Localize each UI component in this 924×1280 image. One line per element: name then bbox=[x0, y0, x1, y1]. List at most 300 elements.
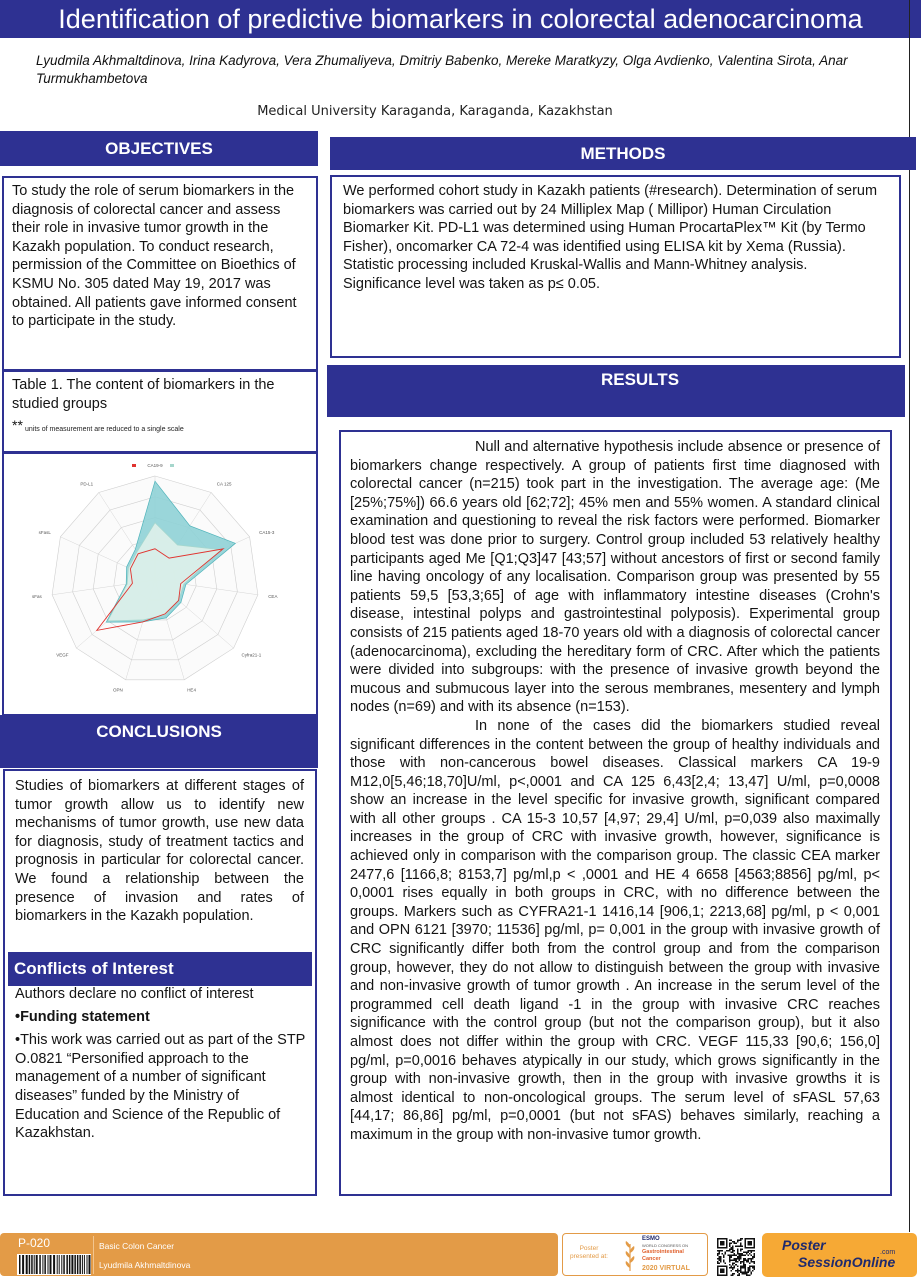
qr-module bbox=[738, 1256, 740, 1258]
results-paragraph: Null and alternative hypothesis include absence or presence of biomarkers change respectively. A group of patients first time diagnosed with colorectal cancer (n=215) took part in the investigation. The average age: (Me [25%;75%]) 66.6 years old [62;72]; 45% men and 55% women. A standard clinical examination and questioning to reveal the risk factors were performed. Biomarker blood test was done prior to surgery. Control group included 53 relatively healthy participants aged Me [Q1;Q3]47 [43;57] without ancestors of first or second family line having oncology of any localisation. Comparison group was presented by 55 patients 59,5 [53,3;65] of age with inflammatory intestine diseases (Crohn's disease, intestinal polyps and gastrointestinal polyposis). Experimental group consists of 215 patients aged 18-70 years old with a diagnosis of colorectal cancer (adenocarcinoma), excluding the hereditary form of CRC. After which the patients were divided into subgroups: with the presence of invasive growth beyond the mucous and submucous layer into the serous membranes, mesentery and lymph nodes (n=69) and with its absence (n=153). bbox=[350, 439, 880, 716]
qr-module bbox=[729, 1255, 731, 1257]
qr-module bbox=[720, 1243, 722, 1245]
qr-module bbox=[731, 1240, 733, 1242]
qr-module bbox=[717, 1262, 719, 1264]
qr-module bbox=[722, 1241, 724, 1243]
qr-module bbox=[719, 1274, 721, 1276]
barcode-bar bbox=[22, 1255, 24, 1274]
qr-module bbox=[720, 1270, 722, 1272]
qr-module bbox=[740, 1240, 742, 1242]
qr-module bbox=[737, 1246, 739, 1248]
qr-module bbox=[717, 1265, 719, 1267]
qr-module bbox=[740, 1243, 742, 1245]
qr-module bbox=[719, 1256, 721, 1258]
qr-module bbox=[752, 1261, 754, 1263]
barcode-bar bbox=[36, 1255, 38, 1274]
qr-module bbox=[719, 1252, 721, 1254]
qr-module bbox=[722, 1250, 724, 1252]
radar-axis-label: OPN bbox=[113, 687, 123, 693]
qr-module bbox=[750, 1241, 752, 1243]
barcode-bar bbox=[87, 1255, 88, 1274]
radar-axis-label: CA15-3 bbox=[259, 530, 275, 535]
qr-module bbox=[720, 1268, 722, 1270]
qr-module bbox=[740, 1270, 742, 1272]
qr-module bbox=[740, 1249, 742, 1251]
barcode bbox=[17, 1254, 91, 1275]
qr-module bbox=[752, 1267, 754, 1269]
qr-module bbox=[726, 1270, 728, 1272]
logo-text-domain: .com bbox=[880, 1249, 896, 1256]
funding-text: •This work was carried out as part of the STP O.0821 “Personified approach to the management of a number of significant diseases” funded by the Ministry of Education and Science of the Republic of Kazakhstan. bbox=[15, 1032, 306, 1142]
qr-module bbox=[749, 1274, 751, 1276]
qr-module bbox=[734, 1243, 736, 1245]
qr-module bbox=[723, 1256, 725, 1258]
qr-module bbox=[735, 1261, 737, 1263]
qr-module bbox=[744, 1258, 746, 1260]
qr-module bbox=[744, 1264, 746, 1266]
objectives-heading: OBJECTIVES bbox=[0, 131, 318, 166]
qr-module bbox=[743, 1252, 745, 1254]
barcode-bar bbox=[50, 1255, 52, 1274]
qr-module bbox=[726, 1274, 728, 1276]
qr-module bbox=[717, 1238, 719, 1240]
qr-module bbox=[717, 1250, 719, 1252]
qr-module bbox=[722, 1253, 724, 1255]
qr-module bbox=[726, 1238, 728, 1240]
qr-module bbox=[729, 1244, 731, 1246]
qr-module bbox=[738, 1274, 740, 1276]
qr-module bbox=[740, 1244, 742, 1246]
qr-module bbox=[720, 1261, 722, 1263]
qr-module bbox=[717, 1258, 719, 1260]
qr-module bbox=[740, 1253, 742, 1255]
qr-module bbox=[749, 1258, 751, 1260]
qr-module bbox=[752, 1238, 754, 1240]
barcode-bar bbox=[66, 1255, 68, 1274]
qr-module bbox=[734, 1267, 736, 1269]
qr-module bbox=[732, 1246, 734, 1248]
qr-module bbox=[732, 1252, 734, 1254]
qr-module bbox=[726, 1271, 728, 1273]
qr-module bbox=[741, 1238, 743, 1240]
qr-module bbox=[750, 1250, 752, 1252]
qr-module bbox=[720, 1271, 722, 1273]
barcode-bar bbox=[74, 1255, 76, 1274]
results-text bbox=[350, 438, 880, 1145]
qr-module bbox=[749, 1247, 751, 1249]
qr-module bbox=[737, 1249, 739, 1251]
qr-module bbox=[747, 1243, 749, 1245]
qr-module bbox=[741, 1253, 743, 1255]
qr-module bbox=[722, 1270, 724, 1272]
qr-module bbox=[725, 1253, 727, 1255]
qr-module bbox=[722, 1238, 724, 1240]
qr-module bbox=[731, 1265, 733, 1267]
qr-module bbox=[746, 1247, 748, 1249]
qr-module bbox=[753, 1238, 755, 1240]
qr-module bbox=[729, 1267, 731, 1269]
qr-module bbox=[752, 1250, 754, 1252]
qr-module bbox=[746, 1238, 748, 1240]
qr-module bbox=[740, 1250, 742, 1252]
qr-module bbox=[744, 1241, 746, 1243]
congress-logo-icon bbox=[622, 1240, 638, 1272]
qr-module bbox=[747, 1247, 749, 1249]
qr-module bbox=[729, 1240, 731, 1242]
qr-module bbox=[719, 1262, 721, 1264]
congress-topic: Gastrointestinal Cancer bbox=[642, 1249, 684, 1262]
qr-module bbox=[722, 1265, 724, 1267]
conflicts-heading: Conflicts of Interest bbox=[8, 952, 312, 986]
barcode-bar bbox=[89, 1255, 91, 1274]
qr-module bbox=[732, 1273, 734, 1275]
qr-module bbox=[719, 1238, 721, 1240]
qr-module bbox=[732, 1264, 734, 1266]
qr-module bbox=[720, 1265, 722, 1267]
qr-module bbox=[722, 1244, 724, 1246]
qr-module bbox=[750, 1252, 752, 1254]
qr-module bbox=[737, 1261, 739, 1263]
qr-module bbox=[744, 1265, 746, 1267]
qr-module bbox=[735, 1258, 737, 1260]
legend-swatch bbox=[170, 464, 174, 467]
qr-module bbox=[723, 1244, 725, 1246]
qr-module bbox=[731, 1267, 733, 1269]
qr-module bbox=[747, 1267, 749, 1269]
qr-module bbox=[753, 1265, 755, 1267]
methods-heading: METHODS bbox=[330, 137, 916, 170]
qr-module bbox=[744, 1271, 746, 1273]
qr-module bbox=[743, 1262, 745, 1264]
qr-module bbox=[722, 1274, 724, 1276]
barcode-bar bbox=[42, 1255, 43, 1274]
qr-module bbox=[732, 1267, 734, 1269]
qr-code bbox=[717, 1238, 755, 1276]
qr-module bbox=[746, 1273, 748, 1275]
qr-module bbox=[740, 1258, 742, 1260]
barcode-bar bbox=[77, 1255, 79, 1274]
qr-module bbox=[717, 1270, 719, 1272]
qr-module bbox=[731, 1243, 733, 1245]
qr-module bbox=[738, 1255, 740, 1257]
qr-module bbox=[746, 1253, 748, 1255]
qr-module bbox=[717, 1271, 719, 1273]
qr-module bbox=[734, 1258, 736, 1260]
qr-module bbox=[741, 1261, 743, 1263]
qr-module bbox=[720, 1241, 722, 1243]
qr-module bbox=[753, 1240, 755, 1242]
qr-module bbox=[731, 1259, 733, 1261]
qr-module bbox=[726, 1243, 728, 1245]
qr-module bbox=[723, 1241, 725, 1243]
qr-module bbox=[732, 1274, 734, 1276]
qr-module bbox=[738, 1246, 740, 1248]
qr-module bbox=[737, 1241, 739, 1243]
qr-module bbox=[744, 1273, 746, 1275]
barcode-bar bbox=[26, 1255, 28, 1274]
radar-axis-label: PD-L1 bbox=[80, 481, 94, 487]
qr-module bbox=[719, 1247, 721, 1249]
qr-module bbox=[725, 1247, 727, 1249]
qr-module bbox=[720, 1274, 722, 1276]
qr-module bbox=[723, 1265, 725, 1267]
affiliation: Medical University Karaganda, Karaganda, Kazakhstan bbox=[257, 104, 613, 119]
qr-module bbox=[737, 1271, 739, 1273]
qr-module bbox=[752, 1270, 754, 1272]
radar-axis-label: VEGF bbox=[56, 652, 69, 658]
qr-module bbox=[726, 1267, 728, 1269]
qr-module bbox=[734, 1265, 736, 1267]
qr-module bbox=[737, 1252, 739, 1254]
methods-text: We performed cohort study in Kazakh patients (#research). Determination of serum biomarkers was carried out by 24 Milliplex Map ( Millipor) Human Circulation Biomarker Kit. PD-L1 was determined using Human ProcartaPlex™ Kit (by Termo Fisher), oncomarker CA 72-4 was identified using ELISA kit by Xema (Russia). Statistic processing included Kruskal-Wallis and Mann-Whitney analysis. Significance level was taken as p≤ 0.05. bbox=[343, 183, 878, 292]
qr-module bbox=[717, 1244, 719, 1246]
qr-module bbox=[743, 1259, 745, 1261]
qr-module bbox=[740, 1255, 742, 1257]
qr-module bbox=[749, 1241, 751, 1243]
qr-module bbox=[732, 1241, 734, 1243]
qr-module bbox=[747, 1258, 749, 1260]
qr-module bbox=[723, 1243, 725, 1245]
qr-module bbox=[731, 1270, 733, 1272]
qr-module bbox=[729, 1246, 731, 1248]
qr-module bbox=[731, 1247, 733, 1249]
qr-module bbox=[722, 1243, 724, 1245]
qr-module bbox=[750, 1258, 752, 1260]
qr-module bbox=[750, 1273, 752, 1275]
qr-module bbox=[737, 1268, 739, 1270]
qr-module bbox=[743, 1264, 745, 1266]
qr-module bbox=[740, 1265, 742, 1267]
qr-module bbox=[719, 1250, 721, 1252]
qr-module bbox=[729, 1243, 731, 1245]
qr-module bbox=[747, 1259, 749, 1261]
barcode-bar bbox=[44, 1255, 46, 1274]
qr-module bbox=[749, 1238, 751, 1240]
qr-module bbox=[750, 1247, 752, 1249]
qr-module bbox=[753, 1246, 755, 1248]
qr-module bbox=[728, 1255, 730, 1257]
qr-module bbox=[743, 1267, 745, 1269]
qr-module bbox=[740, 1268, 742, 1270]
table-caption: Table 1. The content of biomarkers in the studied groups bbox=[12, 377, 275, 412]
barcode-bar bbox=[34, 1255, 35, 1274]
barcode-bar bbox=[71, 1255, 73, 1274]
qr-module bbox=[740, 1267, 742, 1269]
qr-module bbox=[722, 1247, 724, 1249]
qr-module bbox=[753, 1256, 755, 1258]
qr-module bbox=[723, 1247, 725, 1249]
qr-module bbox=[746, 1259, 748, 1261]
qr-module bbox=[741, 1271, 743, 1273]
radar-chart bbox=[4, 454, 316, 714]
qr-module bbox=[752, 1265, 754, 1267]
qr-module bbox=[753, 1250, 755, 1252]
qr-module bbox=[741, 1246, 743, 1248]
qr-module bbox=[746, 1252, 748, 1254]
barcode-bar bbox=[69, 1255, 71, 1274]
qr-module bbox=[743, 1273, 745, 1275]
objectives-text: To study the role of serum biomarkers in the diagnosis of colorectal cancer and assess their role in invasive tumor growth in the Kazakh population. To conduct research, permission of the Committee on Bioethics of KSMU No. 305 dated May 19, 2017 was obtained. All patients gave informed consent to participate in the study. bbox=[12, 183, 297, 330]
qr-module bbox=[729, 1261, 731, 1263]
conclusions-text: Studies of biomarkers at different stages of tumor growth allow us to identify new mechanisms of tumor growth, use new data for diagnosis, study of treatment tactics and prognosis in particular for colorectal cancer. We found a relationship between the presence of invasion and rates of biomarkers in the Kazakh population. bbox=[15, 778, 304, 925]
qr-module bbox=[725, 1274, 727, 1276]
qr-module bbox=[741, 1273, 743, 1275]
qr-module bbox=[753, 1243, 755, 1245]
qr-module bbox=[744, 1240, 746, 1242]
qr-module bbox=[738, 1240, 740, 1242]
qr-module bbox=[728, 1250, 730, 1252]
qr-module bbox=[737, 1265, 739, 1267]
qr-module bbox=[737, 1240, 739, 1242]
qr-module bbox=[719, 1265, 721, 1267]
qr-module bbox=[734, 1259, 736, 1261]
qr-module bbox=[749, 1243, 751, 1245]
qr-module bbox=[734, 1255, 736, 1257]
qr-module bbox=[750, 1259, 752, 1261]
qr-module bbox=[747, 1238, 749, 1240]
qr-module bbox=[737, 1270, 739, 1272]
qr-module bbox=[720, 1247, 722, 1249]
qr-module bbox=[740, 1261, 742, 1263]
conflict-statement: Authors declare no conflict of interest bbox=[15, 986, 254, 1002]
radar-axis-label: Cyfra21-1 bbox=[241, 652, 262, 658]
qr-module bbox=[747, 1241, 749, 1243]
qr-module bbox=[753, 1255, 755, 1257]
logo-text-poster: Poster bbox=[782, 1237, 826, 1253]
qr-module bbox=[726, 1268, 728, 1270]
qr-module bbox=[753, 1261, 755, 1263]
congress-line: WORLD CONGRESS ON bbox=[642, 1243, 689, 1248]
qr-module bbox=[731, 1274, 733, 1276]
qr-module bbox=[717, 1261, 719, 1263]
qr-module bbox=[750, 1244, 752, 1246]
qr-module bbox=[729, 1256, 731, 1258]
radar-axis-label: CEA bbox=[268, 593, 278, 599]
qr-module bbox=[744, 1270, 746, 1272]
qr-module bbox=[747, 1268, 749, 1270]
qr-module bbox=[737, 1256, 739, 1258]
qr-module bbox=[744, 1246, 746, 1248]
qr-module bbox=[743, 1258, 745, 1260]
qr-module bbox=[747, 1261, 749, 1263]
barcode-bar bbox=[63, 1255, 65, 1274]
qr-module bbox=[720, 1244, 722, 1246]
right-border-line bbox=[909, 0, 910, 1232]
congress-brand: ESMO bbox=[642, 1236, 660, 1242]
table-note: units of measurement are reduced to a single scale bbox=[25, 426, 184, 433]
qr-module bbox=[750, 1255, 752, 1257]
qr-module bbox=[734, 1253, 736, 1255]
barcode-bar bbox=[53, 1255, 55, 1274]
author-list: Lyudmila Akhmaltdinova, Irina Kadyrova, Vera Zhumaliyeva, Dmitriy Babenko, Mereke Maratkyzy, Olga Avdienko, Valentina Sirota, Anar Turmukhambetova bbox=[36, 53, 848, 86]
results-paragraph: In none of the cases did the biomarkers studied reveal significant differences in the content between the group of healthy individuals and those with non-cancerous bowel diseases. Classical markers CA 19-9 M12,0[5,46;18,70]U/ml, p<,0001 and CA 125 6,43[2,4; 13,47] U/ml, p=0,0008 show an increase in the level specific for invasive growth, significant compared with all other groups . CA 15-3 10,57 [4,97; 29,4] U/ml, p=0,039 also maximally increases in the group of CRC with invasive growth, however, significance is achieved only in comparison with the comparison group. The classic CEA marker 2477,6 [1166,8; 8153,7] pg/ml,p < ,0001 and HE 4 6658 [4563;8856] pg/ml, p< 0,0001 rises equally in both groups in CRC, with no difference between the groups. Markers such as CYFRA21-1 1416,14 [906,1; 2213,68] pg/ml, p < 0,001 and OPN 6121 [3970; 11536] pg/ml, p= 0,001 in the group with invasive growth of CRC significantly differ both from the control group and from the comparison group, however, they do not allow to distinguish between the group with invasive and non-invasive growth of tumor growth . An increase in the serum level of the programmed cell death ligand -1 in the group with invasive CRC reaches significance with the control group (but not the comparison group), but it also almost does not differ within the group with CRC. VEGF 115,33 [90,6; 156,0] pg/ml, p=0,0016 behaves atypically in our study, which grows significantly in the group with non-invasive growth, then in the group with invasive growths it is almost identical to non-oncological groups. The serum level of sFASL 57,63 [44,17; 86,86] pg/ml, p=0,0001 (but not sFAS) behaves similarly, reaching a maximum in the group with non-invasive tumor growth. bbox=[350, 717, 880, 1143]
qr-module bbox=[726, 1273, 728, 1275]
qr-module bbox=[740, 1256, 742, 1258]
qr-module bbox=[738, 1253, 740, 1255]
qr-module bbox=[743, 1261, 745, 1263]
qr-module bbox=[717, 1267, 719, 1269]
qr-module bbox=[729, 1258, 731, 1260]
qr-module bbox=[750, 1238, 752, 1240]
barcode-bar bbox=[39, 1255, 41, 1274]
qr-module bbox=[744, 1267, 746, 1269]
qr-module bbox=[753, 1247, 755, 1249]
conclusions-heading: CONCLUSIONS bbox=[0, 715, 318, 768]
qr-module bbox=[725, 1252, 727, 1254]
qr-module bbox=[720, 1258, 722, 1260]
qr-module bbox=[752, 1258, 754, 1260]
legend-swatch bbox=[132, 464, 136, 467]
qr-module bbox=[732, 1250, 734, 1252]
qr-module bbox=[732, 1255, 734, 1257]
qr-module bbox=[743, 1265, 745, 1267]
qr-module bbox=[726, 1240, 728, 1242]
logo-text-session-online: SessionOnline bbox=[798, 1254, 896, 1270]
qr-module bbox=[723, 1270, 725, 1272]
qr-module bbox=[729, 1250, 731, 1252]
qr-module bbox=[740, 1271, 742, 1273]
qr-module bbox=[734, 1262, 736, 1264]
qr-module bbox=[737, 1253, 739, 1255]
qr-module bbox=[717, 1247, 719, 1249]
qr-module bbox=[750, 1271, 752, 1273]
barcode-bar bbox=[59, 1255, 60, 1274]
results-heading: RESULTS bbox=[327, 365, 905, 417]
qr-module bbox=[729, 1264, 731, 1266]
qr-module bbox=[734, 1241, 736, 1243]
qr-module bbox=[738, 1270, 740, 1272]
qr-module bbox=[732, 1249, 734, 1251]
qr-module bbox=[737, 1250, 739, 1252]
qr-module bbox=[738, 1259, 740, 1261]
radar-axis-label: CA19-9 bbox=[147, 463, 163, 469]
qr-module bbox=[749, 1250, 751, 1252]
qr-module bbox=[729, 1249, 731, 1251]
qr-module bbox=[725, 1238, 727, 1240]
qr-module bbox=[749, 1268, 751, 1270]
qr-module bbox=[749, 1244, 751, 1246]
qr-module bbox=[726, 1250, 728, 1252]
qr-module bbox=[753, 1262, 755, 1264]
qr-module bbox=[734, 1250, 736, 1252]
qr-module bbox=[750, 1243, 752, 1245]
qr-module bbox=[753, 1253, 755, 1255]
qr-module bbox=[744, 1243, 746, 1245]
qr-module bbox=[746, 1271, 748, 1273]
qr-module bbox=[717, 1241, 719, 1243]
qr-module bbox=[723, 1255, 725, 1257]
qr-module bbox=[729, 1259, 731, 1261]
barcode-bar bbox=[61, 1255, 62, 1274]
qr-module bbox=[725, 1265, 727, 1267]
qr-module bbox=[726, 1265, 728, 1267]
qr-module bbox=[753, 1267, 755, 1269]
qr-module bbox=[741, 1249, 743, 1251]
barcode-bar bbox=[57, 1255, 58, 1274]
qr-module bbox=[732, 1262, 734, 1264]
barcode-bar bbox=[31, 1255, 33, 1274]
qr-module bbox=[738, 1273, 740, 1275]
qr-module bbox=[717, 1273, 719, 1275]
qr-module bbox=[749, 1270, 751, 1272]
qr-module bbox=[744, 1268, 746, 1270]
qr-module bbox=[719, 1253, 721, 1255]
qr-module bbox=[740, 1238, 742, 1240]
qr-module bbox=[735, 1259, 737, 1261]
qr-module bbox=[726, 1244, 728, 1246]
qr-module bbox=[720, 1238, 722, 1240]
qr-module bbox=[720, 1256, 722, 1258]
